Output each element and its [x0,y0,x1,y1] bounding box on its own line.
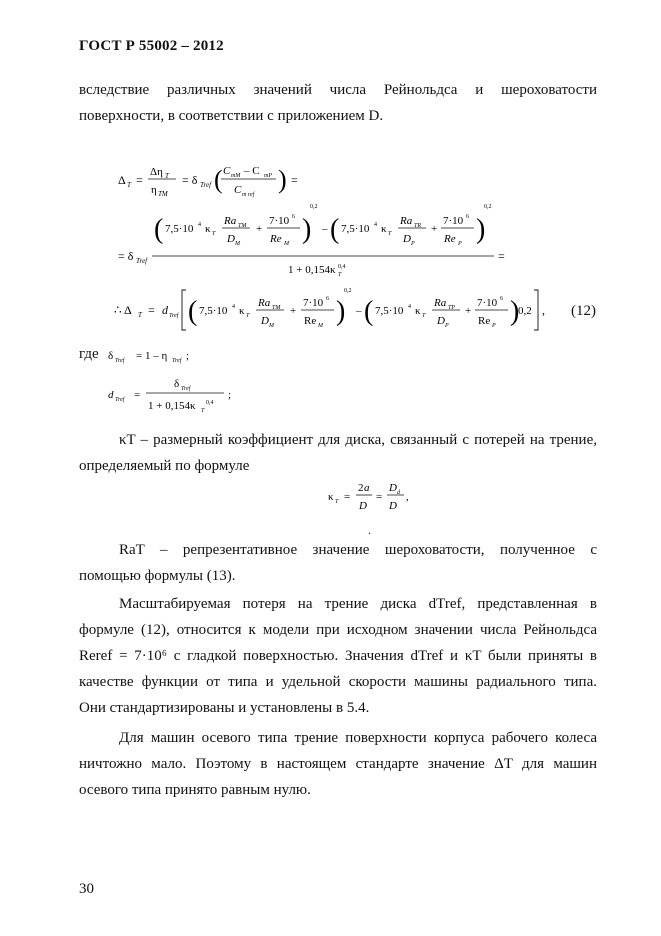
svg-text:T: T [422,313,426,319]
svg-text:T: T [127,181,131,189]
svg-text:κ: κ [328,491,334,503]
svg-text:∴ Δ: ∴ Δ [114,303,132,317]
svg-text:D: D [359,500,367,512]
svg-text:6: 6 [500,296,503,302]
svg-text:2: 2 [358,482,364,494]
svg-text:D: D [261,315,269,327]
paragraph-line: вследствие различных значений числа Рейнольдса и шероховатости [79,82,597,98]
svg-text:–: – [322,223,328,235]
svg-text:Tref: Tref [169,313,179,319]
svg-text:6: 6 [466,214,469,220]
svg-text:= 1 – η: = 1 – η [136,350,168,362]
paragraph-line: качестве функции от типа и удельной скорости машины радиального типа. [79,674,597,690]
svg-text:η: η [151,184,157,196]
svg-text:m ref: m ref [242,192,255,198]
svg-text:κ: κ [239,305,245,317]
svg-text:TR: TR [414,223,422,229]
svg-text:7,5·10: 7,5·10 [375,305,404,317]
where-label: где [79,346,99,362]
svg-text:TM: TM [238,223,247,229]
formula-delta-tref [106,344,226,368]
svg-text:Tref: Tref [115,397,125,403]
svg-text:1 + 0,154κ: 1 + 0,154κ [148,400,196,412]
svg-text:P: P [492,323,496,329]
svg-text:=: = [376,491,383,503]
svg-text:6: 6 [292,214,295,220]
svg-text:): ) [476,214,486,245]
paragraph-line: Они стандартизированы и установлены в 5.4. [79,700,370,716]
svg-text:,: , [406,491,409,503]
svg-text:Tref: Tref [181,386,191,392]
svg-text:7,5·10: 7,5·10 [199,305,228,317]
svg-text:T: T [138,311,142,319]
svg-text:T: T [388,231,392,237]
svg-text:T: T [212,231,216,237]
svg-text:(: ( [188,296,198,327]
document-header: ГОСТ Р 55002 – 2012 [79,38,224,54]
paragraph-line: κT – размерный коэффициент для диска, связанный с потерей на трение, [119,432,597,448]
svg-text:P: P [458,241,462,247]
svg-text:Re: Re [478,315,491,327]
svg-text:): ) [336,296,346,327]
svg-text:Ra: Ra [224,215,237,227]
svg-text:= δ: = δ [182,173,198,187]
paragraph-line: Масштабируемая потеря на трение диска dTref, представленная в [119,596,597,612]
svg-text:D: D [389,482,397,494]
svg-text:1 + 0,154κ: 1 + 0,154κ [288,264,336,276]
svg-text:Ra: Ra [258,297,271,309]
svg-text:7·10: 7·10 [477,297,498,309]
svg-text:=: = [291,173,298,187]
svg-text:Δη: Δη [150,166,163,178]
svg-text:–: – [356,305,362,317]
svg-text:): ) [510,296,520,327]
svg-text:=: = [134,389,141,401]
svg-text:M: M [318,323,323,329]
svg-text:Tref: Tref [136,257,148,265]
formula-kappa [324,478,424,518]
paragraph-line: формуле (12), относится к модели при исходном значении числа Рейнольдса [79,622,597,638]
svg-text:– C: – C [244,165,260,177]
svg-text:TM: TM [158,190,168,198]
svg-text:P: P [445,323,449,329]
svg-text:4: 4 [374,222,377,228]
svg-text:7·10: 7·10 [443,215,464,227]
svg-text:mP: mP [264,173,272,179]
svg-text:): ) [302,214,312,245]
page-number: 30 [79,881,94,897]
svg-text:M: M [284,241,289,247]
svg-text:d: d [108,389,114,401]
svg-text:=: = [498,249,505,263]
paragraph-line: помощью формулы (13). [79,568,236,584]
svg-text:Tref: Tref [172,358,182,364]
svg-text:4: 4 [408,304,411,310]
svg-text:+: + [256,223,263,235]
svg-text:(: ( [154,214,164,245]
svg-text:T: T [338,272,342,276]
svg-text:κ: κ [415,305,421,317]
svg-text:κ: κ [381,223,387,235]
paragraph-line: ничтожно мало. Поэтому в настоящем стандарте значение ΔT для машин [79,756,597,772]
svg-text:7·10: 7·10 [303,297,324,309]
svg-text:0,4: 0,4 [206,400,214,406]
paragraph-line: поверхности, в соответствии с приложением D. [79,108,384,124]
svg-text:Re: Re [444,233,456,245]
paragraph-line: осевого типа принято равным нулю. [79,782,311,798]
svg-text:Ra: Ra [434,297,447,309]
svg-text:+: + [465,305,472,317]
svg-text:0,4: 0,4 [338,264,346,270]
svg-text:D: D [389,500,397,512]
equation-number: (12) [571,303,596,319]
svg-text:= δ: = δ [118,249,134,263]
svg-text:M: M [235,241,240,247]
svg-text:Tref: Tref [200,181,212,189]
svg-text:Ra: Ra [400,215,413,227]
svg-text:+: + [290,305,297,317]
svg-text:a: a [364,482,370,494]
svg-text:D: D [227,233,235,245]
svg-text:d: d [397,490,400,496]
paragraph-line: определяемый по формуле [79,458,250,474]
svg-text:0,2: 0,2 [344,288,352,294]
svg-text:TM: TM [272,305,281,311]
svg-text:): ) [278,165,287,194]
svg-text:Re: Re [270,233,282,245]
svg-text:=: = [148,303,155,317]
formula-delta-expanded [110,182,530,276]
svg-text:P: P [411,241,415,247]
svg-text:D: D [403,233,411,245]
svg-text:T: T [201,408,205,414]
svg-text:+: + [431,223,438,235]
svg-text:6: 6 [326,296,329,302]
svg-text:T: T [335,499,339,505]
svg-text:M: M [269,323,274,329]
svg-text:κ: κ [205,223,211,235]
svg-text:TP: TP [448,305,456,311]
svg-text:;: ; [228,389,232,401]
paragraph-line: RaT – репрезентативное значение шероховатости, полученное с [119,542,597,558]
svg-text:Δ: Δ [118,173,126,187]
svg-text:7,5·10: 7,5·10 [165,223,194,235]
paragraph-line: Для машин осевого типа трение поверхности корпуса рабочего колеса [119,730,597,746]
svg-text:D: D [437,315,445,327]
svg-text:T: T [165,172,169,180]
formula-12 [110,284,550,336]
svg-text:0,2: 0,2 [484,204,492,210]
svg-text:(: ( [364,296,374,327]
svg-text:7·10: 7·10 [269,215,290,227]
svg-text:7,5·10: 7,5·10 [341,223,370,235]
svg-text:Tref: Tref [115,358,125,364]
svg-text:=: = [136,173,143,187]
svg-text:(: ( [330,214,340,245]
svg-text:d: d [162,303,168,317]
svg-text:4: 4 [232,304,235,310]
svg-text:;: ; [186,350,190,362]
svg-text:4: 4 [198,222,201,228]
svg-text:C: C [223,165,231,177]
svg-text:T: T [246,313,250,319]
svg-text:δ: δ [174,378,180,390]
svg-text:0,2: 0,2 [518,305,532,317]
svg-text:0,2: 0,2 [310,204,318,210]
formula-d-tref [106,374,246,418]
svg-text:(: ( [214,165,223,194]
paragraph-line: Reref = 7·10⁶ с гладкой поверхностью. Значения dTref и κT были приняты в [79,648,597,664]
svg-text:mM: mM [231,173,241,179]
svg-text:C: C [234,184,242,196]
svg-text:,: , [542,303,545,317]
svg-text:δ: δ [108,350,114,362]
svg-text:Re: Re [304,315,317,327]
svg-text:=: = [344,491,351,503]
dot: . [368,523,371,537]
